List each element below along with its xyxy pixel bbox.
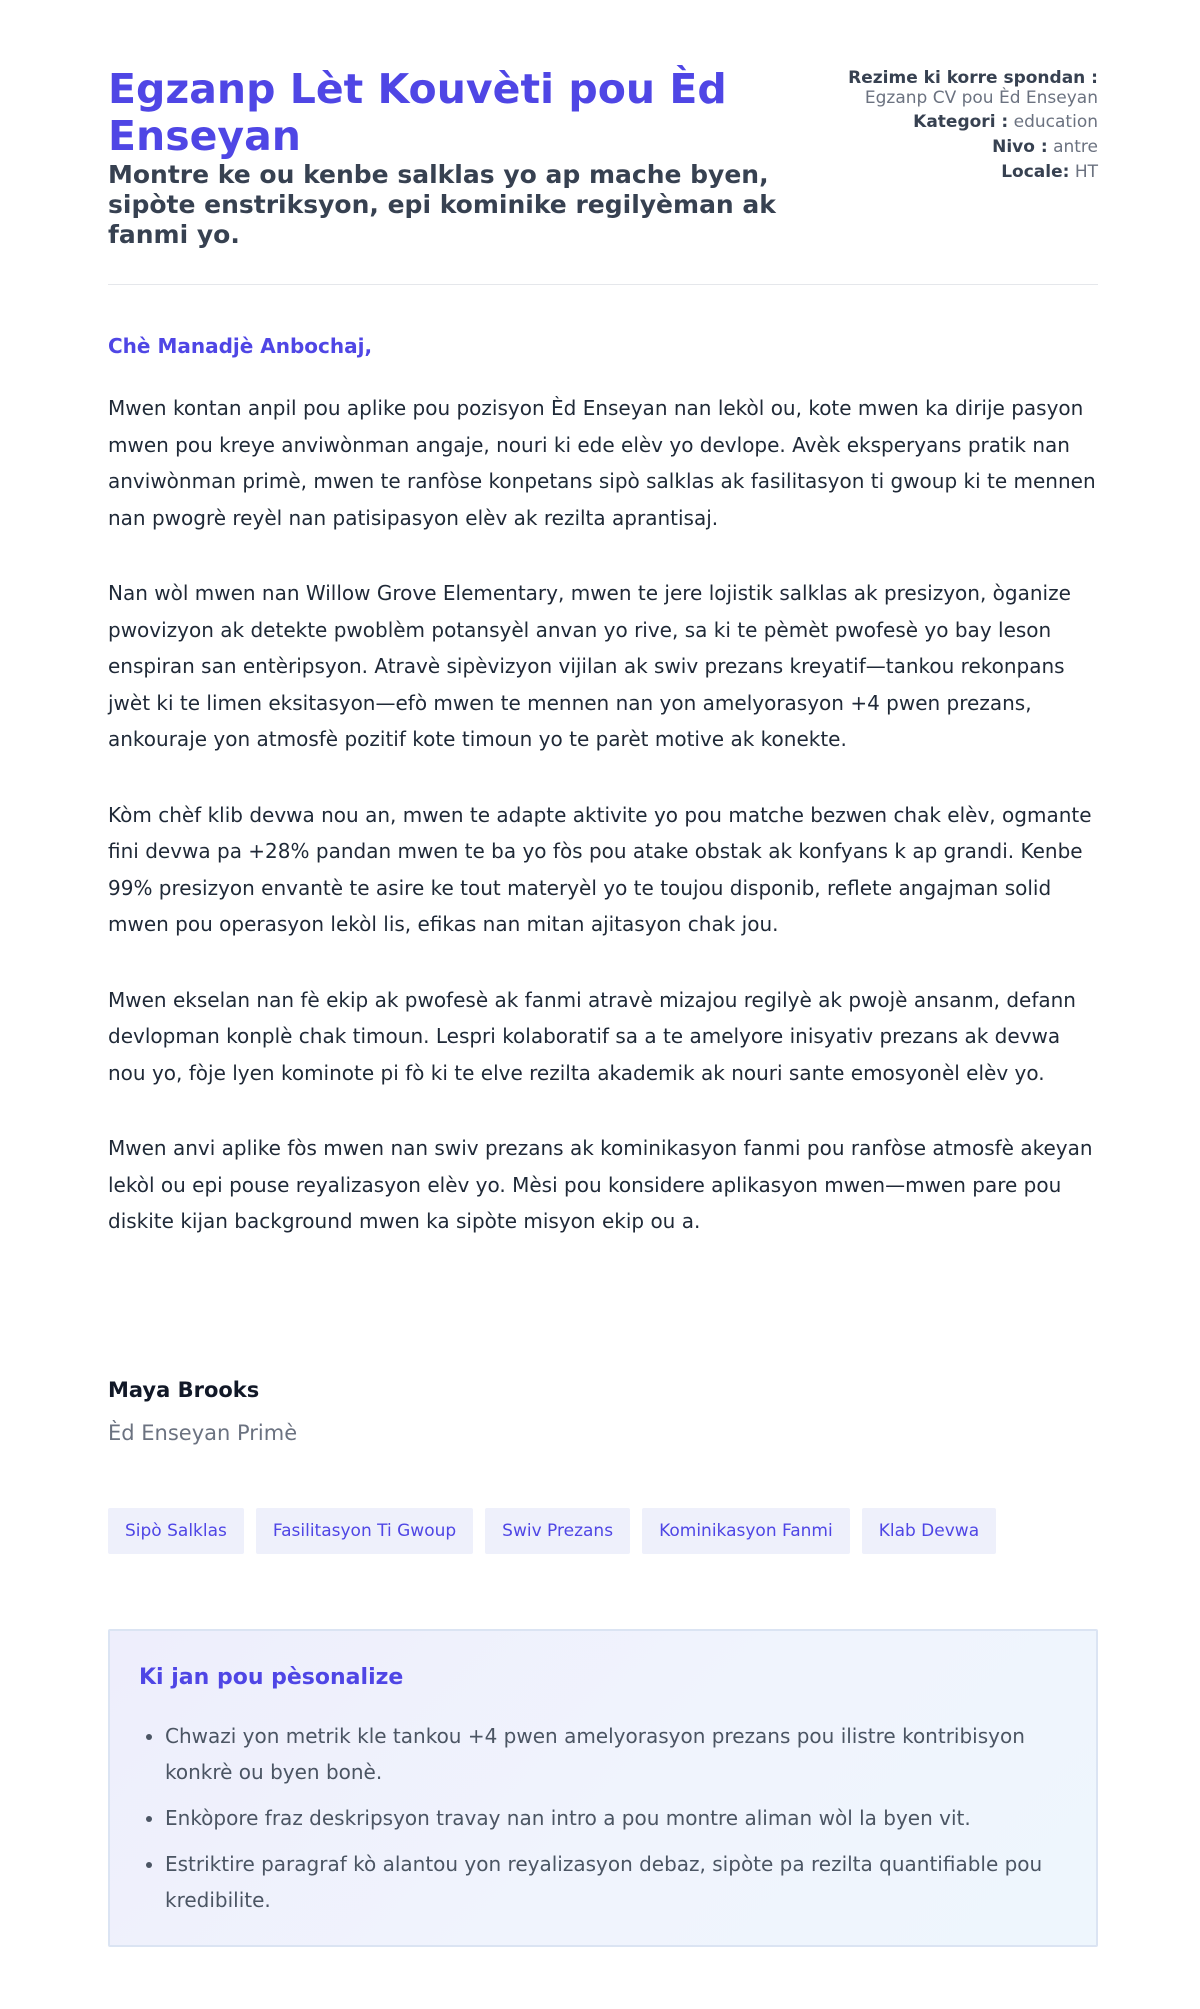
letter-greeting: Chè Manadjè Anbochaj, (108, 334, 373, 358)
page-header (108, 66, 1098, 285)
letter-paragraph: Mwen ekselan nan fè ekip ak pwofesè ak fanmi atravè mizajou regilyè ak pwojè ansanm, defann devlopman konplè chak timoun. Lespri kolaboratif sa a te amelyore inisyativ prezans ak devwa nou yo, fòje lyen kominote pi fò ki te elve rezilta akademik ak nouri sante emosyonèl elèv yo. (108, 987, 1076, 1085)
tip-item: • Chwazi yon metrik kle tankou +4 pwen amelyorasyon prezans pou ilistre kontribisyon konkrè ou byen bonè. (165, 1718, 1075, 1790)
skill-tag: Fasilitasyon Ti Gwoup (256, 1508, 473, 1554)
tip-item: • Estriktire paragraf kò alantou yon reyalizasyon debaz, sipòte pa rezilta quantifiable pou kredibilite. (165, 1846, 1075, 1918)
customization-tips-box (108, 1629, 1098, 1947)
page-subtitle: Montre ke ou kenbe salklas yo ap mache byen, sipòte enstriksyon, epi kominike regilyèman ak fanmi yo. (108, 160, 776, 249)
skill-tag: Sipò Salklas (108, 1508, 244, 1554)
tips-list (139, 1718, 1075, 1928)
meta-category (838, 112, 1098, 133)
signature-role: Èd Enseyan Primè (108, 1421, 298, 1445)
tip-item: • Enkòpore fraz deskripsyon travay nan intro a pou montre aliman wòl la byen vit. (165, 1800, 1075, 1836)
skill-tag: Kominikasyon Fanmi (642, 1508, 850, 1554)
page-title: Egzanp Lèt Kouvèti pou Èd Enseyan (108, 65, 727, 160)
letter-paragraph: Nan wòl mwen nan Willow Grove Elementary, mwen te jere lojistik salklas ak presizyon, òganize pwovizyon ak detekte pwoblèm potansyèl anvan yo rive, sa ki te pèmèt pwofesè yo bay leson enspiran san entèripsyon. Atravè sipèvizyon vijilan ak swiv prezans kreyatif—tankou rekonpans jwèt ki te limen eksitasyon—efò mwen te mennen nan yon amelyorasyon +4 pwen prezans, ankouraje yon atmosfè pozitif kote timoun yo te parèt motive ak konekte. (108, 581, 1071, 751)
letter-paragraph: Mwen anvi aplike fòs mwen nan swiv prezans ak kominikasyon fanmi pou ranfòse atmosfè akeyan lekòl ou epi pouse reyalizasyon elèv yo. Mèsi pou konsidere aplikasyon mwen—mwen pare pou diskite kijan background mwen ka sipòte misyon ekip ou a. (108, 1136, 1093, 1233)
skill-tag: Klab Devwa (862, 1508, 996, 1554)
skill-tag: Swiv Prezans (485, 1508, 630, 1554)
letter-paragraph: Mwen kontan anpil pou aplike pou pozisyon Èd Enseyan nan lekòl ou, kote mwen ka dirije pasyon mwen pou kreye anviwònman angaje, nouri ki ede elèv yo devlope. Avèk eksperyans pratik nan anviwònman primè, mwen te ranfòse konpetans sipò salklas ak fasilitasyon ti gwoup ki te mennen nan pwogrè reyèl nan patisipasyon elèv ak rezilta aprantisaj. (108, 396, 1096, 530)
skill-tags (108, 1508, 996, 1554)
meta-category-label: Kategori : (913, 112, 1009, 132)
meta-locale-value: HT (1074, 162, 1098, 182)
meta-locale-label: Locale: (1001, 162, 1070, 182)
letter-body (108, 390, 1103, 1279)
meta-locale (838, 162, 1098, 183)
meta-category-value: education (1013, 112, 1098, 132)
meta-resume (838, 68, 1098, 108)
meta-level-value: antre (1053, 137, 1098, 157)
tips-title: Ki jan pou pèsonalize (139, 1665, 404, 1690)
meta-resume-label: Rezime ki korre spondan : (848, 68, 1098, 88)
meta-resume-value: Egzanp CV pou Èd Enseyan (864, 88, 1098, 108)
letter-paragraph: Kòm chèf klib devwa nou an, mwen te adapte aktivite yo pou matche bezwen chak elèv, ogmante fini devwa pa +28% pandan mwen te ba yo fòs pou atake obstak ak konfyans k ap grandi. Kenbe 99% presizyon envantè te asire ke tout materyèl yo te toujou disponib, reflete angajman solid mwen pou operasyon lekòl lis, efikas nan mitan ajitasyon chak jou. (108, 802, 1092, 936)
meta-level (838, 137, 1098, 158)
meta-level-label: Nivo : (992, 137, 1048, 157)
signature-name: Maya Brooks (108, 1378, 260, 1402)
meta-panel (838, 68, 1098, 187)
